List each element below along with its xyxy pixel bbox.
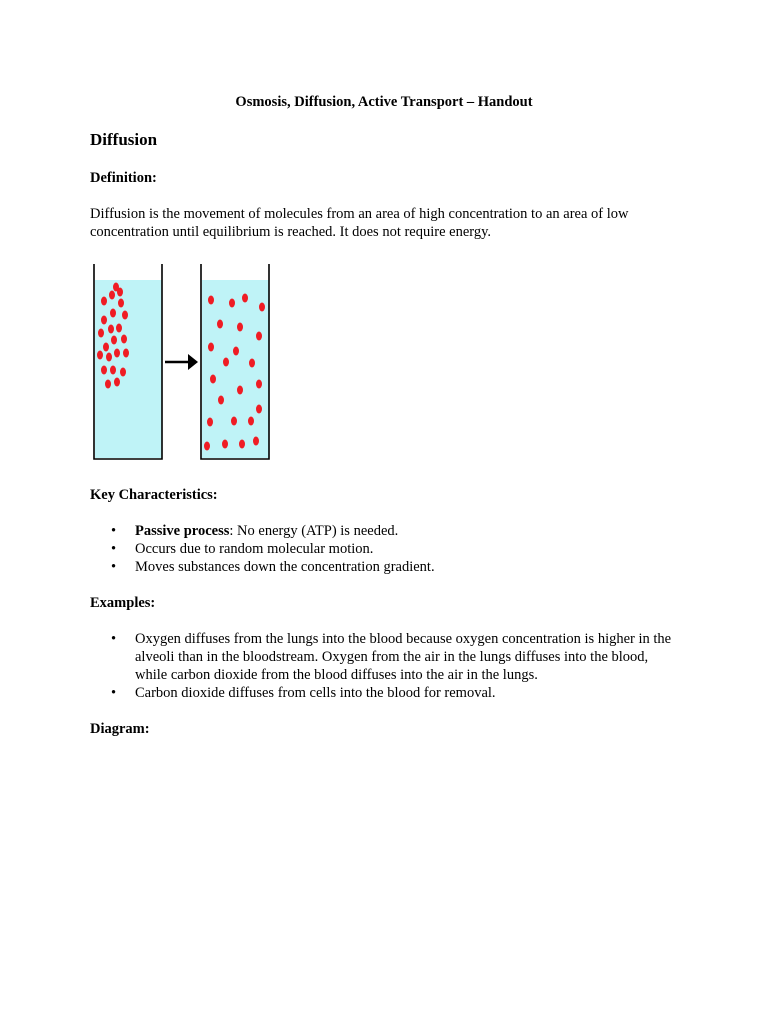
molecule bbox=[239, 440, 245, 449]
list-item bbox=[135, 540, 680, 558]
right-beaker-water bbox=[202, 280, 269, 458]
molecule bbox=[122, 311, 128, 320]
molecule bbox=[108, 325, 114, 334]
molecule bbox=[237, 323, 243, 332]
molecule bbox=[218, 396, 224, 405]
list-item bbox=[135, 630, 680, 684]
key-characteristics-label: Key Characteristics: bbox=[90, 487, 218, 503]
list-item-text: : No energy (ATP) is needed. bbox=[229, 523, 399, 539]
definition-label: Definition: bbox=[90, 170, 157, 186]
list-item-text: Moves substances down the concentration gradient. bbox=[135, 559, 435, 575]
characteristics-list bbox=[90, 522, 680, 576]
list-item-text: Oxygen diffuses from the lungs into the blood because oxygen concentration is higher in the alveoli than in the bloodstream. Oxygen from the air in the lungs diffuses into the blood, while carbon dioxide from the blood diffuses into the air in the lungs. bbox=[135, 631, 672, 683]
list-item bbox=[135, 558, 680, 576]
molecule bbox=[117, 288, 123, 297]
definition-text: Diffusion is the movement of molecules from an area of high concentration to an area of low concentration until equilibrium is reached. It does not require energy. bbox=[90, 206, 629, 240]
section-heading-diffusion: Diffusion bbox=[90, 130, 158, 149]
molecule bbox=[217, 320, 223, 329]
molecule bbox=[204, 442, 210, 451]
molecule bbox=[248, 417, 254, 426]
molecule bbox=[223, 358, 229, 367]
molecule bbox=[109, 291, 115, 300]
document-title: Osmosis, Diffusion, Active Transport – Handout bbox=[235, 94, 533, 110]
molecule bbox=[222, 440, 228, 449]
molecule bbox=[101, 316, 107, 325]
molecule bbox=[259, 303, 265, 312]
molecule bbox=[101, 366, 107, 375]
molecule bbox=[237, 386, 243, 395]
molecule bbox=[111, 336, 117, 345]
molecule bbox=[97, 351, 103, 360]
list-item-text: Carbon dioxide diffuses from cells into the blood for removal. bbox=[135, 685, 496, 701]
molecule bbox=[110, 309, 116, 318]
molecule bbox=[208, 296, 214, 305]
molecule bbox=[207, 418, 213, 427]
molecule bbox=[229, 299, 235, 308]
examples-label: Examples: bbox=[90, 595, 156, 611]
molecule bbox=[242, 294, 248, 303]
molecule bbox=[233, 347, 239, 356]
diffusion-beakers-diagram bbox=[90, 262, 280, 464]
molecule bbox=[106, 353, 112, 362]
molecule bbox=[116, 324, 122, 333]
list-item bbox=[135, 522, 680, 540]
molecule bbox=[256, 380, 262, 389]
molecule bbox=[123, 349, 129, 358]
molecule bbox=[118, 299, 124, 308]
molecule bbox=[210, 375, 216, 384]
diagram-label: Diagram: bbox=[90, 721, 150, 737]
molecule bbox=[101, 297, 107, 306]
molecule bbox=[114, 378, 120, 387]
molecule bbox=[98, 329, 104, 338]
molecule bbox=[256, 405, 262, 414]
molecule bbox=[103, 343, 109, 352]
right-arrow-icon bbox=[165, 354, 198, 370]
molecule bbox=[121, 335, 127, 344]
molecule bbox=[231, 417, 237, 426]
molecule bbox=[105, 380, 111, 389]
list-item bbox=[135, 684, 680, 702]
list-item-bold: Passive process bbox=[135, 523, 230, 539]
molecule bbox=[120, 368, 126, 377]
molecule bbox=[256, 332, 262, 341]
molecule bbox=[114, 349, 120, 358]
molecule bbox=[208, 343, 214, 352]
molecule bbox=[110, 366, 116, 375]
molecule bbox=[253, 437, 259, 446]
list-item-text: Occurs due to random molecular motion. bbox=[135, 541, 374, 557]
molecule bbox=[249, 359, 255, 368]
examples-list bbox=[90, 630, 680, 702]
